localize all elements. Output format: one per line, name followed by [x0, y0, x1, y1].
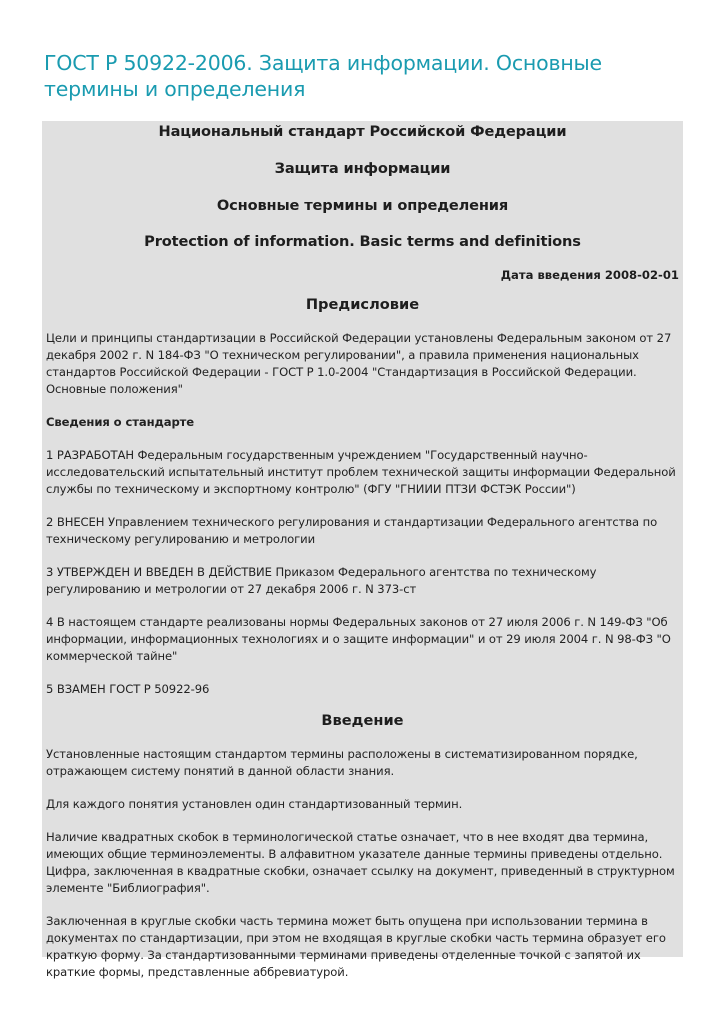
foreword-item: 3 УТВЕРЖДЕН И ВВЕДЕН В ДЕЙСТВИЕ Приказом Федерального агентства по техническому регулированию и метрологии от 27 декабря 2006 г. N 373-ст [46, 565, 597, 596]
foreword-item: 5 ВЗАМЕН ГОСТ Р 50922-96 [46, 682, 210, 696]
effective-date: Дата введения 2008-02-01 [500, 268, 679, 282]
foreword-item: 1 РАЗРАБОТАН Федеральным государственным учреждением "Государственный научно-исследовательский испытательный институт проблем технической защиты информации Федеральной службы по техническому и экспортному контролю" (ФГУ "ГНИИИ ПТЗИ ФСТЭК России") [46, 448, 676, 496]
introduction-heading: Введение [321, 712, 404, 729]
document-heading-subject: Защита информации [274, 160, 451, 177]
standard-info-heading: Сведения о стандарте [46, 415, 195, 429]
introduction-paragraph: Для каждого понятия установлен один стандартизованный термин. [46, 797, 463, 811]
foreword-item: 2 ВНЕСЕН Управлением технического регулирования и стандартизации Федерального агентства по техническому регулированию и метрологии [46, 515, 658, 546]
foreword-intro: Цели и принципы стандартизации в Российской Федерации установлены Федеральным законом от 27 декабря 2002 г. N 184-ФЗ "О техническом регулировании", а правила применения национальных стандартов Российской Федерации - ГОСТ Р 1.0-2004 "Стандартизация в Российской Федерации. Основные положения" [46, 331, 672, 396]
introduction-paragraph: Наличие квадратных скобок в терминологической статье означает, что в нее входят два термина, имеющих общие терминоэлементы. В алфавитном указателе данные термины приведены отдельно. Цифра, заключенная в квадратные скобки, означает ссылку на документ, приведенный в структурном элементе "Библиография". [46, 830, 675, 895]
document-heading-standard: Национальный стандарт Российской Федерации [158, 123, 567, 140]
introduction-paragraph: Заключенная в круглые скобки часть термина может быть опущена при использовании термина в документах по стандартизации, при этом не входящая в круглые скобки часть термина образует его краткую форму. За стандартизованными терминами приведены отделенные точкой с запятой их краткие формы, представленные аббревиатурой. [46, 914, 666, 979]
foreword-heading: Предисловие [305, 296, 420, 313]
introduction-paragraph: Установленные настоящим стандартом термины расположены в систематизированном порядке, отражающем систему понятий в данной области знания. [46, 747, 638, 778]
document-heading-title: Основные термины и определения [216, 197, 509, 214]
foreword-item: 4 В настоящем стандарте реализованы нормы Федеральных законов от 27 июля 2006 г. N 149-ФЗ "Об информации, информационных технологиях и о защите информации" и от 29 июля 2004 г. N 98-ФЗ "О коммерческой тайне" [46, 615, 671, 663]
document-panel [42, 121, 683, 979]
page-title: ГОСТ Р 50922-2006. Защита информации. Основные термины и определения [44, 51, 602, 101]
document-heading-english-title: Protection of information. Basic terms and definitions [144, 233, 581, 250]
